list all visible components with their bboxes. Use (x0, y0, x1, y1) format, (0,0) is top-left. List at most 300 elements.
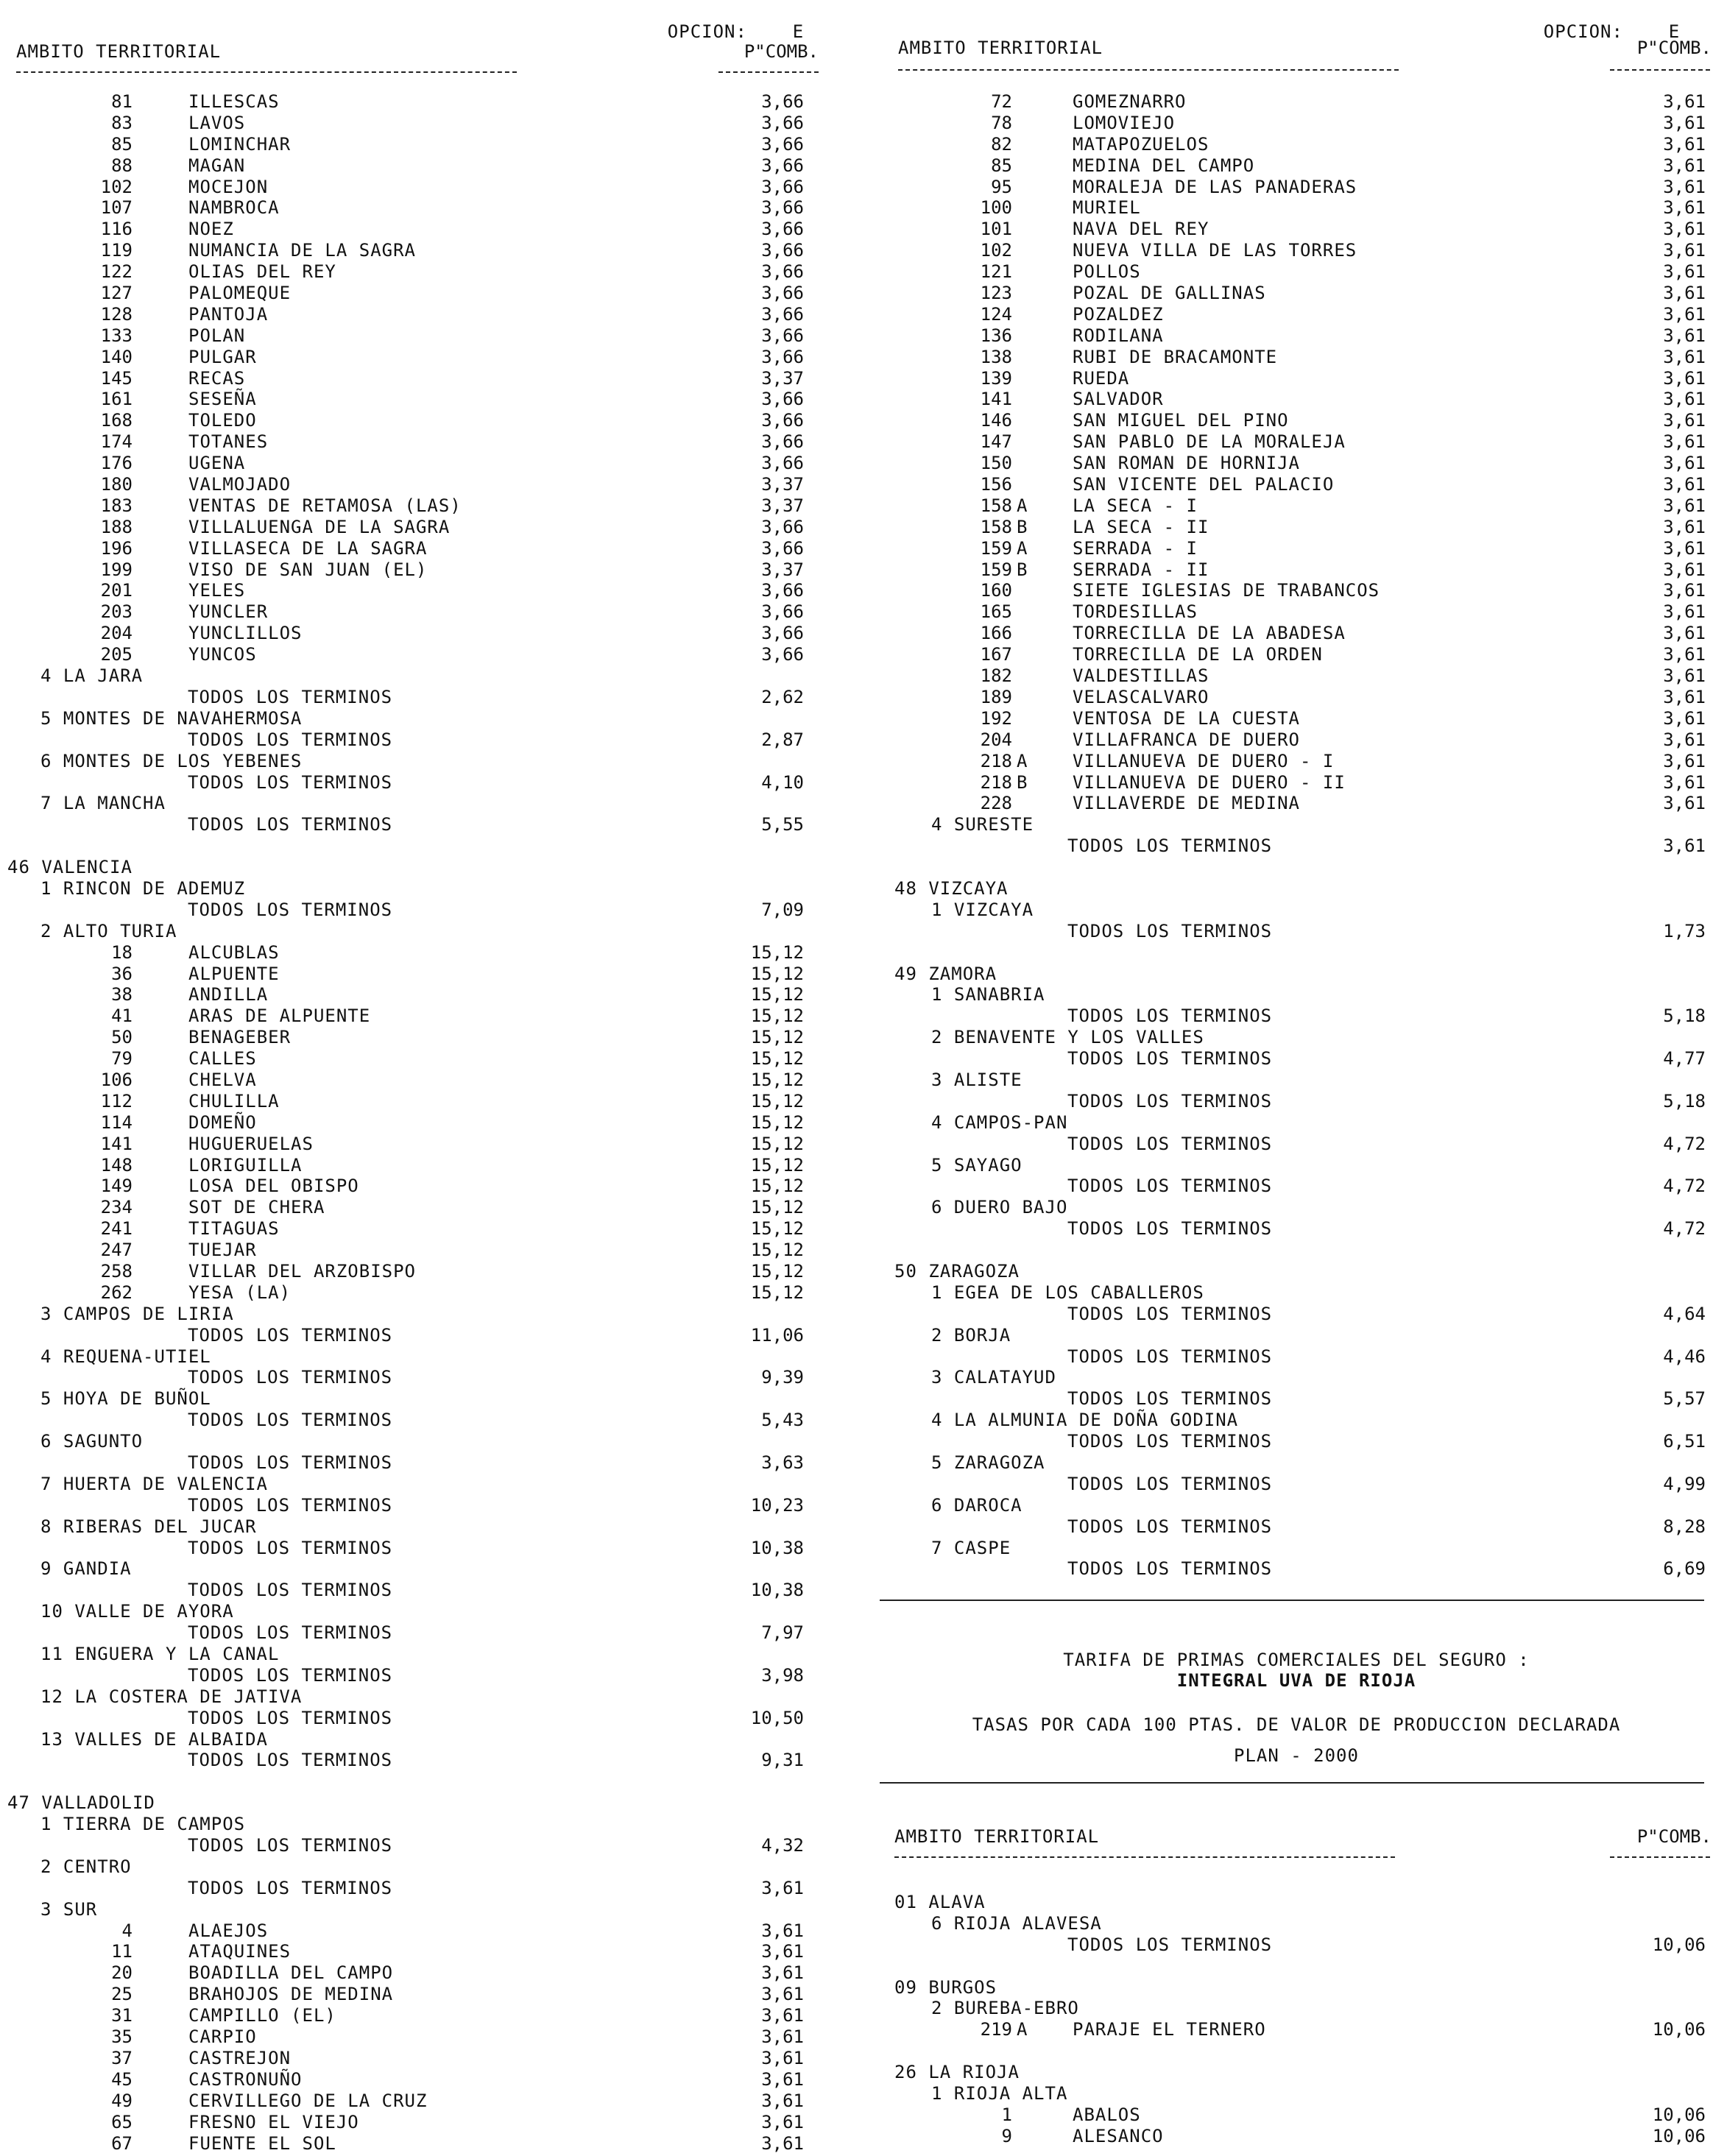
comarca-row (0, 1474, 804, 1495)
comarca-name: 7 CASPE (931, 1537, 1011, 1558)
pcomb-value: 9,39 (761, 1367, 804, 1388)
todos-terminos-row (880, 1091, 1706, 1112)
comarca-row (880, 984, 1706, 1005)
municipio-code: 37 (111, 2047, 133, 2068)
municipio-code: 199 (100, 559, 133, 580)
municipio-row (0, 1197, 804, 1218)
pcomb-value: 3,61 (1663, 474, 1706, 495)
province-row (880, 2062, 1706, 2083)
municipio-code: 95 (991, 176, 1012, 197)
municipio-row (0, 283, 804, 304)
pcomb-value: 5,57 (1663, 1388, 1706, 1410)
blank-row (880, 857, 1706, 878)
comarca-row (880, 1070, 1706, 1091)
municipio-code: 35 (111, 2026, 133, 2048)
pcomb-value: 3,61 (1663, 495, 1706, 516)
pcomb-value: 3,66 (761, 410, 804, 431)
pcomb-value: 9,31 (761, 1750, 804, 1771)
header-dash-short (1610, 69, 1710, 71)
pcomb-value: 6,69 (1663, 1558, 1706, 1580)
comarca-name: 1 VIZCAYA (931, 899, 1034, 920)
pcomb-value: 3,61 (1663, 219, 1706, 240)
pcomb-value: 15,12 (750, 1240, 804, 1261)
municipio-name: BRAHOJOS DE MEDINA (188, 1984, 394, 2005)
comarca-row (0, 708, 804, 729)
municipio-code: 124 (980, 303, 1012, 325)
pcomb-value: 3,61 (1663, 261, 1706, 283)
pcomb-value: 3,61 (1663, 707, 1706, 729)
municipio-row (880, 623, 1706, 644)
municipio-name: SERRADA - I (1073, 537, 1198, 559)
province-name: 47 VALLADOLID (7, 1792, 155, 1814)
comarca-name: 11 ENGUERA Y LA CANAL (40, 1644, 280, 1665)
pcomb-value: 3,61 (1663, 750, 1706, 771)
pcomb-header: P"COMB. (1636, 38, 1712, 58)
header-dash-long (16, 71, 517, 73)
todos-terminos-label: TODOS LOS TERMINOS (1067, 1090, 1273, 1111)
header-dash-short (718, 71, 819, 73)
municipio-code: 102 (980, 240, 1012, 261)
pcomb-value: 3,61 (1663, 453, 1706, 474)
municipio-row (0, 219, 804, 240)
pcomb-value: 4,99 (1663, 1473, 1706, 1494)
municipio-name: TORRECILLA DE LA ABADESA (1073, 623, 1346, 644)
municipio-code: 85 (111, 133, 133, 155)
municipio-code: 107 (100, 197, 133, 219)
todos-terminos-label: TODOS LOS TERMINOS (1067, 1431, 1273, 1452)
municipio-name: NOEZ (188, 219, 234, 240)
municipio-row (880, 474, 1706, 495)
pcomb-value: 4,77 (1663, 1048, 1706, 1070)
municipio-code: 158 (980, 495, 1012, 516)
pcomb-value: 4,72 (1663, 1218, 1706, 1240)
municipio-name: VILLAR DEL ARZOBISPO (188, 1260, 416, 1282)
pcomb-value: 3,61 (1663, 112, 1706, 133)
pcomb-value: 3,61 (1663, 410, 1706, 431)
municipio-code: 147 (980, 431, 1012, 453)
municipio-row (880, 2126, 1706, 2147)
municipio-code: 174 (100, 431, 133, 453)
section-rule (880, 1600, 1704, 1601)
municipio-code: 156 (980, 474, 1012, 495)
municipio-code: 218 (980, 750, 1012, 771)
pcomb-value: 4,64 (1663, 1303, 1706, 1324)
pcomb-value: 3,61 (1663, 240, 1706, 261)
municipio-row (0, 495, 804, 517)
municipio-code: 45 (111, 2068, 133, 2090)
table-header-2 (880, 1826, 1713, 1848)
municipio-name: LOMOVIEJO (1073, 112, 1176, 133)
municipio-name: VILLASECA DE LA SAGRA (188, 537, 428, 559)
municipio-row (0, 1027, 804, 1048)
pcomb-value: 10,06 (1652, 1934, 1706, 1955)
municipio-name: YUNCOS (188, 644, 257, 665)
municipio-name: SERRADA - II (1073, 559, 1209, 580)
opcion-label: OPCION: E (667, 21, 805, 42)
right-rows (880, 91, 1706, 1580)
pcomb-value: 3,66 (761, 197, 804, 219)
pcomb-value: 4,46 (1663, 1346, 1706, 1367)
municipio-name: POZALDEZ (1073, 303, 1164, 325)
pcomb-value: 5,55 (761, 814, 804, 835)
comarca-name: 5 ZARAGOZA (931, 1452, 1045, 1473)
todos-terminos-label: TODOS LOS TERMINOS (188, 899, 393, 920)
pcomb-value: 1,73 (1663, 920, 1706, 941)
municipio-row (0, 2005, 804, 2026)
municipio-code: 140 (100, 346, 133, 367)
pcomb-value: 3,61 (1663, 346, 1706, 367)
todos-terminos-label: TODOS LOS TERMINOS (188, 1664, 393, 1686)
municipio-name: YUNCLILLOS (188, 623, 303, 644)
todos-terminos-label: TODOS LOS TERMINOS (188, 1452, 393, 1473)
municipio-name: LOSA DEL OBISPO (188, 1176, 359, 1197)
municipio-name: GOMEZNARRO (1073, 91, 1187, 112)
municipio-code: 234 (100, 1197, 133, 1218)
municipio-code: 166 (980, 623, 1012, 644)
pcomb-value: 3,61 (1663, 686, 1706, 707)
municipio-name: CALLES (188, 1048, 257, 1070)
comarca-name: 3 CALATAYUD (931, 1367, 1056, 1388)
blank-row (0, 835, 804, 857)
municipio-row (880, 261, 1706, 283)
pcomb-value: 4,32 (761, 1835, 804, 1856)
municipio-row (880, 665, 1706, 687)
municipio-row (0, 1112, 804, 1134)
municipio-row (0, 964, 804, 985)
municipio-row (0, 261, 804, 283)
municipio-code: 159 (980, 537, 1012, 559)
comarca-name: 6 DUERO BAJO (931, 1197, 1068, 1218)
header-dash-short (1610, 1856, 1710, 1858)
tarifa-subtitle: INTEGRAL UVA DE RIOJA (1176, 1670, 1416, 1691)
municipio-row (0, 1155, 804, 1176)
pcomb-value: 3,61 (1663, 835, 1706, 857)
todos-terminos-label: TODOS LOS TERMINOS (1067, 835, 1273, 857)
pcomb-value: 3,66 (761, 283, 804, 304)
pcomb-value: 3,61 (1663, 771, 1706, 793)
pcomb-value: 15,12 (750, 1197, 804, 1218)
municipio-code: 160 (980, 580, 1012, 601)
todos-terminos-row (880, 1431, 1706, 1452)
municipio-name: VENTOSA DE LA CUESTA (1073, 707, 1300, 729)
municipio-name: CHULILLA (188, 1090, 280, 1111)
comarca-name: 6 DAROCA (931, 1494, 1022, 1516)
municipio-code: 9 (1001, 2125, 1012, 2146)
municipio-name: VALDESTILLAS (1073, 665, 1209, 687)
pcomb-value: 8,28 (1663, 1516, 1706, 1537)
todos-terminos-row (880, 1934, 1706, 1956)
municipio-name: ALESANCO (1073, 2125, 1164, 2146)
comarca-row (0, 1601, 804, 1622)
pcomb-value: 3,66 (761, 537, 804, 559)
municipio-row (0, 538, 804, 559)
municipio-code: 201 (100, 580, 133, 601)
comarca-row (0, 1686, 804, 1708)
municipio-name: FUENTE EL SOL (188, 2132, 336, 2154)
municipio-code: 168 (100, 410, 133, 431)
comarca-row (880, 1410, 1706, 1431)
pcomb-value: 3,61 (761, 2047, 804, 2068)
todos-terminos-label: TODOS LOS TERMINOS (1067, 1048, 1273, 1070)
province-row (0, 857, 804, 878)
municipio-code: 258 (100, 1260, 133, 1282)
todos-terminos-row (0, 1452, 804, 1474)
municipio-code: 180 (100, 474, 133, 495)
pcomb-value: 3,61 (761, 1877, 804, 1898)
todos-terminos-row (880, 835, 1706, 857)
municipio-code: 100 (980, 197, 1012, 219)
municipio-suffix: A (1017, 495, 1028, 516)
municipio-name: VALMOJADO (188, 474, 292, 495)
comarca-name: 9 GANDIA (40, 1558, 132, 1580)
municipio-name: TORDESILLAS (1073, 601, 1198, 623)
municipio-row (880, 559, 1706, 581)
pcomb-value: 3,61 (1663, 133, 1706, 155)
municipio-name: NAVA DEL REY (1073, 219, 1209, 240)
municipio-row (880, 644, 1706, 665)
municipio-code: 121 (980, 261, 1012, 283)
pcomb-header: P"COMB. (744, 41, 819, 62)
municipio-code: 136 (980, 325, 1012, 346)
pcomb-value: 15,12 (750, 1133, 804, 1154)
opcion-label: OPCION: E (1543, 21, 1681, 42)
municipio-name: VILLANUEVA DE DUERO - I (1073, 750, 1335, 771)
header-dash-long (894, 1856, 1395, 1858)
pcomb-header: P"COMB. (1636, 1826, 1712, 1847)
province-name: 50 ZARAGOZA (894, 1260, 1020, 1282)
municipio-name: TUEJAR (188, 1240, 257, 1261)
todos-terminos-label: TODOS LOS TERMINOS (188, 771, 393, 793)
municipio-code: 116 (100, 219, 133, 240)
municipio-name: PALOMEQUE (188, 283, 292, 304)
pcomb-value: 3,61 (761, 1984, 804, 2005)
comarca-name: 5 SAYAGO (931, 1154, 1022, 1176)
todos-terminos-row (880, 1346, 1706, 1368)
municipio-row (0, 431, 804, 453)
municipio-code: 247 (100, 1240, 133, 1261)
municipio-name: SAN ROMAN DE HORNIJA (1073, 453, 1300, 474)
opcion-value: E (792, 21, 805, 42)
todos-terminos-label: TODOS LOS TERMINOS (188, 729, 393, 750)
municipio-row (880, 708, 1706, 729)
municipio-row (0, 601, 804, 623)
municipio-code: 11 (111, 1941, 133, 1962)
comarca-name: 2 BENAVENTE Y LOS VALLES (931, 1027, 1204, 1048)
pcomb-value: 15,12 (750, 1260, 804, 1282)
pcomb-value: 15,12 (750, 1005, 804, 1027)
pcomb-value: 3,66 (761, 155, 804, 176)
todos-terminos-row (0, 1410, 804, 1431)
pcomb-value: 3,66 (761, 346, 804, 367)
comarca-name: 2 BUREBA-EBRO (931, 1998, 1079, 2019)
municipio-code: 81 (111, 91, 133, 112)
municipio-row (0, 517, 804, 538)
pcomb-value: 3,61 (761, 2132, 804, 2154)
municipio-name: TOTANES (188, 431, 269, 453)
municipio-name: LA SECA - I (1073, 495, 1198, 516)
pcomb-value: 3,63 (761, 1452, 804, 1473)
todos-terminos-label: TODOS LOS TERMINOS (1067, 1934, 1273, 1955)
todos-terminos-row (0, 729, 804, 751)
municipio-name: SAN MIGUEL DEL PINO (1073, 410, 1289, 431)
municipio-name: MOCEJON (188, 176, 269, 197)
pcomb-value: 15,12 (750, 1282, 804, 1303)
municipio-row (0, 2069, 804, 2090)
todos-terminos-label: TODOS LOS TERMINOS (188, 1835, 393, 1856)
comarca-name: 6 MONTES DE LOS YEBENES (40, 750, 303, 771)
municipio-row (880, 368, 1706, 389)
todos-terminos-row (0, 1708, 804, 1729)
municipio-row (0, 1005, 804, 1027)
municipio-row (0, 368, 804, 389)
pcomb-value: 3,66 (761, 325, 804, 346)
municipio-row (0, 984, 804, 1005)
municipio-name: NUEVA VILLA DE LAS TORRES (1073, 240, 1357, 261)
pcomb-value: 3,61 (1663, 325, 1706, 346)
municipio-code: 128 (100, 303, 133, 325)
municipio-code: 204 (100, 623, 133, 644)
province-row (880, 1892, 1706, 1913)
pcomb-value: 4,72 (1663, 1133, 1706, 1154)
municipio-name: YELES (188, 580, 246, 601)
municipio-code: 158 (980, 516, 1012, 537)
comarca-row (0, 1729, 804, 1750)
comarca-row (0, 1304, 804, 1325)
municipio-code: 139 (980, 367, 1012, 389)
todos-terminos-row (880, 1134, 1706, 1155)
comarca-row (0, 751, 804, 772)
pcomb-value: 3,66 (761, 112, 804, 133)
municipio-name: ANDILLA (188, 984, 269, 1005)
municipio-code: 228 (980, 793, 1012, 814)
comarca-name: 1 RIOJA ALTA (931, 2083, 1068, 2104)
municipio-name: LOMINCHAR (188, 133, 292, 155)
pcomb-value: 3,61 (1663, 516, 1706, 537)
municipio-name: RUEDA (1073, 367, 1130, 389)
municipio-row (0, 347, 804, 368)
pcomb-value: 3,37 (761, 559, 804, 580)
municipio-code: 88 (111, 155, 133, 176)
municipio-name: VILLAVERDE DE MEDINA (1073, 793, 1300, 814)
municipio-name: RECAS (188, 367, 246, 389)
municipio-name: ALCUBLAS (188, 941, 280, 963)
comarca-name: 3 CAMPOS DE LIRIA (40, 1303, 234, 1324)
municipio-row (0, 2112, 804, 2133)
pcomb-value: 3,61 (761, 2068, 804, 2090)
comarca-row (880, 1367, 1706, 1388)
municipio-code: 189 (980, 686, 1012, 707)
municipio-name: CHELVA (188, 1069, 257, 1090)
municipio-code: 167 (980, 644, 1012, 665)
municipio-row (0, 2133, 804, 2155)
municipio-code: 192 (980, 707, 1012, 729)
municipio-row (880, 453, 1706, 474)
municipio-row (0, 2048, 804, 2069)
comarca-row (0, 1516, 804, 1538)
municipio-name: TORRECILLA DE LA ORDEN (1073, 644, 1323, 665)
pcomb-value: 3,37 (761, 495, 804, 516)
municipio-row (0, 1282, 804, 1304)
comarca-name: 3 SUR (40, 1898, 98, 1920)
municipio-row (880, 347, 1706, 368)
province-name: 48 VIZCAYA (894, 877, 1009, 899)
municipio-row (880, 687, 1706, 708)
municipio-row (0, 177, 804, 198)
todos-terminos-row (0, 814, 804, 835)
municipio-code: 106 (100, 1069, 133, 1090)
pcomb-value: 3,61 (1663, 537, 1706, 559)
comarca-name: 1 TIERRA DE CAMPOS (40, 1814, 246, 1835)
municipio-name: ARAS DE ALPUENTE (188, 1005, 371, 1027)
header-dash-long (898, 69, 1399, 71)
municipio-row (0, 1984, 804, 2005)
pcomb-value: 15,12 (750, 1090, 804, 1111)
municipio-code: 122 (100, 261, 133, 283)
province-name: 09 BURGOS (894, 1976, 997, 1998)
municipio-row (880, 325, 1706, 347)
blank-row (880, 1956, 1706, 1977)
comarca-name: 4 LA ALMUNIA DE DOÑA GODINA (931, 1410, 1239, 1431)
municipio-code: 161 (100, 389, 133, 410)
municipio-code: 133 (100, 325, 133, 346)
municipio-name: LA SECA - II (1073, 516, 1209, 537)
comarca-row (880, 1913, 1706, 1934)
pcomb-value: 10,06 (1652, 2104, 1706, 2125)
municipio-row (0, 325, 804, 347)
todos-terminos-label: TODOS LOS TERMINOS (188, 1877, 393, 1898)
pcomb-value: 3,61 (761, 2111, 804, 2132)
todos-terminos-row (0, 1878, 804, 1899)
pcomb-value: 3,66 (761, 644, 804, 665)
comarca-row (0, 665, 804, 687)
municipio-name: NAMBROCA (188, 197, 280, 219)
comarca-name: 5 HOYA DE BUÑOL (40, 1388, 211, 1410)
municipio-row (880, 431, 1706, 453)
municipio-code: 49 (111, 2090, 133, 2111)
pcomb-value: 3,61 (761, 2026, 804, 2048)
municipio-code: 20 (111, 1962, 133, 1984)
pcomb-value: 3,98 (761, 1664, 804, 1686)
pcomb-value: 3,66 (761, 133, 804, 155)
municipio-row (880, 91, 1706, 113)
tarifa-title: TARIFA DE PRIMAS COMERCIALES DEL SEGURO : (1063, 1650, 1530, 1670)
municipio-name: RUBI DE BRACAMONTE (1073, 346, 1278, 367)
pcomb-value: 2,87 (761, 729, 804, 750)
municipio-name: TITAGUAS (188, 1218, 280, 1240)
municipio-code: 18 (111, 941, 133, 963)
right-rows-2 (880, 1892, 1706, 2147)
todos-terminos-row (0, 1835, 804, 1856)
province-name: 46 VALENCIA (7, 857, 133, 878)
todos-terminos-label: TODOS LOS TERMINOS (188, 1580, 393, 1601)
municipio-code: 219 (980, 2019, 1012, 2040)
municipio-name: YUNCLER (188, 601, 269, 623)
todos-terminos-label: TODOS LOS TERMINOS (1067, 1516, 1273, 1537)
pcomb-value: 15,12 (750, 1111, 804, 1133)
comarca-name: 7 HUERTA DE VALENCIA (40, 1473, 268, 1494)
municipio-code: 241 (100, 1218, 133, 1240)
ambito-header: AMBITO TERRITORIAL (894, 1826, 1100, 1847)
municipio-row (0, 389, 804, 410)
municipio-suffix: B (1017, 559, 1028, 580)
todos-terminos-label: TODOS LOS TERMINOS (188, 1707, 393, 1728)
todos-terminos-row (880, 1558, 1706, 1580)
municipio-name: VISO DE SAN JUAN (EL) (188, 559, 428, 580)
comarca-row (880, 899, 1706, 921)
todos-terminos-row (0, 1665, 804, 1686)
blank-row (880, 2040, 1706, 2062)
municipio-name: NUMANCIA DE LA SAGRA (188, 240, 416, 261)
